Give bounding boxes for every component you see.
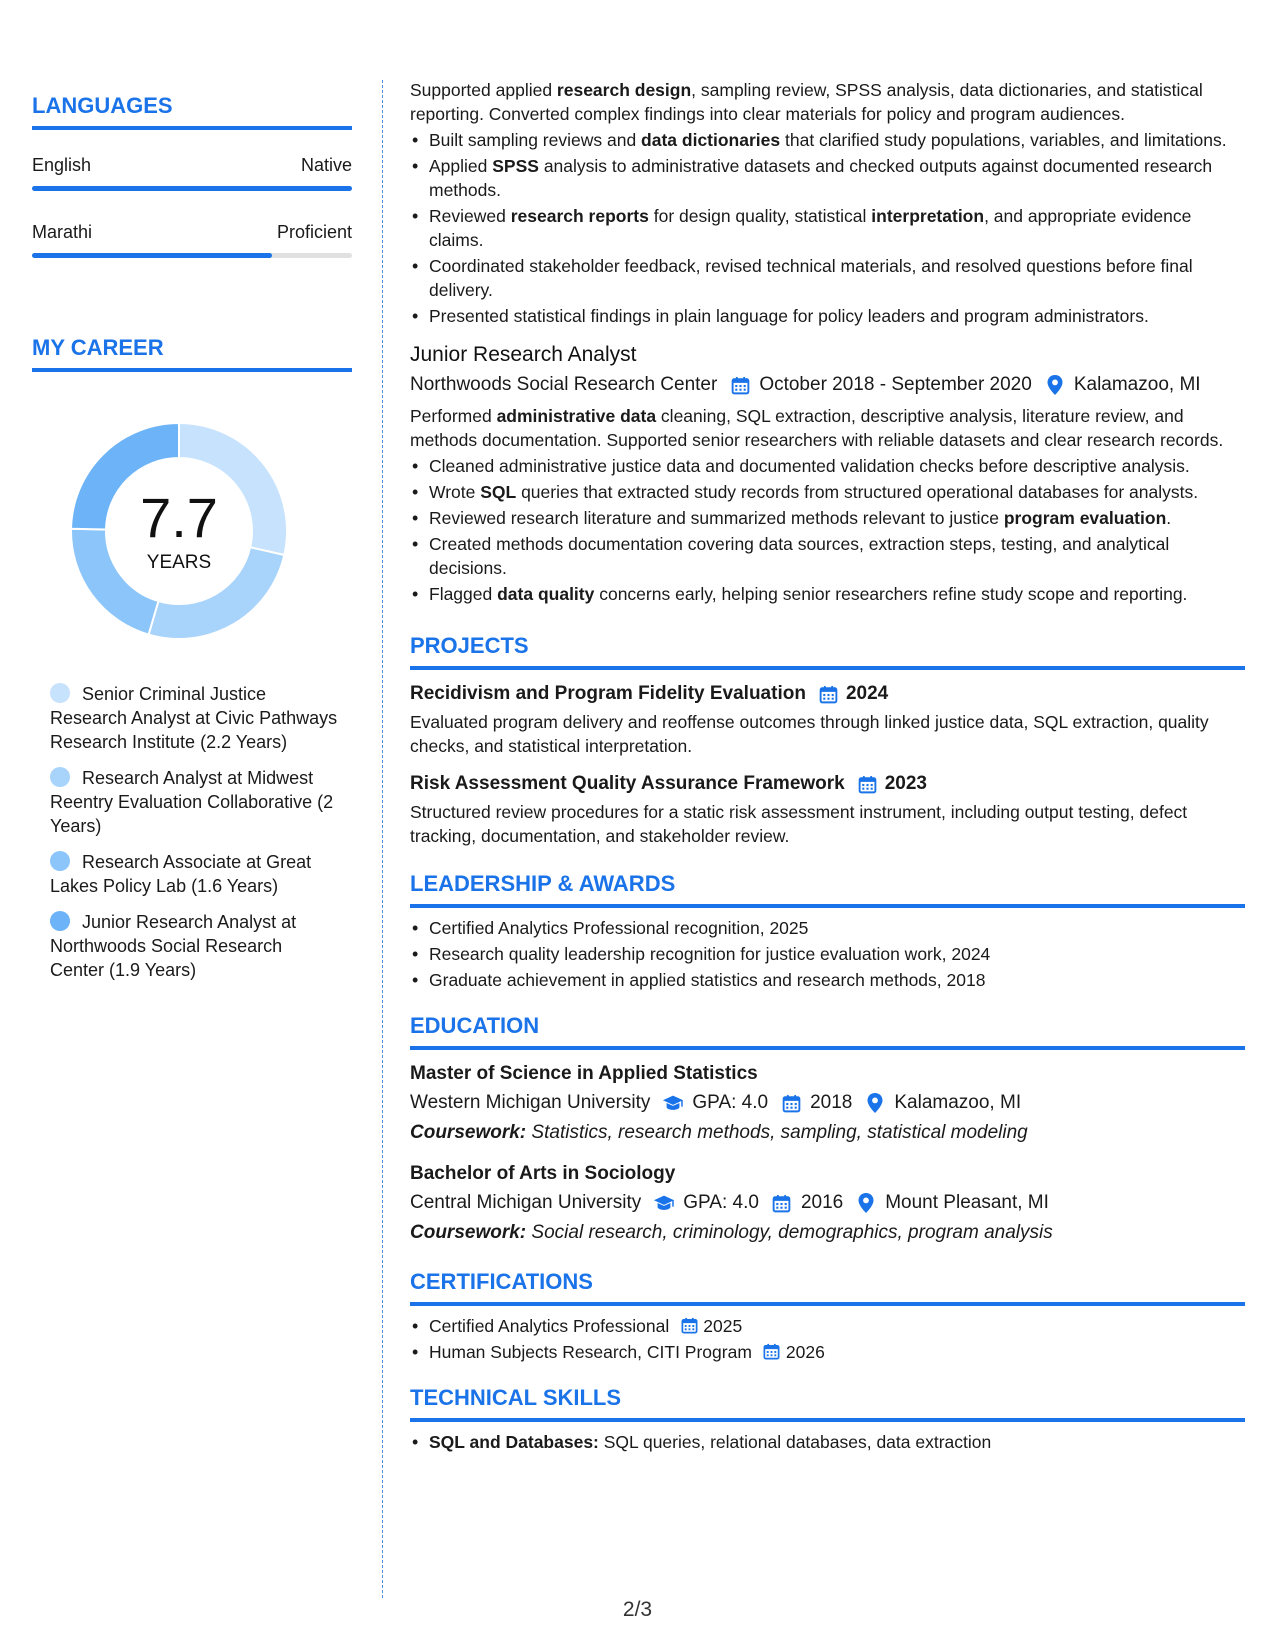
degree-title: Bachelor of Arts in Sociology xyxy=(410,1163,676,1184)
languages-section xyxy=(32,92,352,258)
legend-dot xyxy=(50,683,70,703)
career-donut-chart xyxy=(64,416,294,646)
main-column xyxy=(410,78,1245,1454)
legend-dot xyxy=(50,911,70,931)
education-title: EDUCATION xyxy=(410,1013,540,1038)
legend-label: Junior Research Analyst at Northwoods Social Research Center (1.9 Years) xyxy=(50,912,297,980)
language-item-marathi xyxy=(32,221,352,258)
section-rule xyxy=(410,904,1245,908)
calendar-icon xyxy=(818,683,840,705)
job-bullet: • Applied SPSS analysis to administrative datasets and checked outputs against documented research methods. xyxy=(410,154,1245,202)
project-description: Structured review procedures for a static risk assessment instrument, including output testing, defect tracking, documentation, and stakeholder review. xyxy=(410,802,1188,846)
calendar-icon xyxy=(729,374,751,396)
calendar-icon xyxy=(762,1342,782,1362)
certification-year: 2026 xyxy=(785,1342,825,1362)
project-year: 2024 xyxy=(845,683,889,704)
certification-name: Certified Analytics Professional xyxy=(429,1316,670,1336)
section-rule xyxy=(32,126,352,130)
project-description: Evaluated program delivery and reoffense outcomes through linked justice data, SQL extraction, quality checks, and statistical interpretation. xyxy=(410,712,1209,756)
job-bullet: • Coordinated stakeholder feedback, revised technical materials, and resolved questions before final delivery. xyxy=(410,254,1245,302)
location-pin-icon xyxy=(864,1092,886,1114)
project-year: 2023 xyxy=(884,773,928,794)
job-location: Kalamazoo, MI xyxy=(1073,374,1201,395)
project-name: Recidivism and Program Fidelity Evaluation xyxy=(410,683,806,704)
previous-job-details xyxy=(410,78,1245,328)
job-bullet: • Wrote SQL queries that extracted study records from structured operational databases for analysts. xyxy=(410,480,1245,504)
job-bullet: • Presented statistical findings in plain language for policy leaders and program administrators. xyxy=(410,304,1245,328)
job-bullet: • Reviewed research literature and summarized methods relevant to justice program evaluation. xyxy=(410,506,1245,530)
legend-dot xyxy=(50,851,70,871)
language-name: English xyxy=(32,155,92,175)
page-number: 2/3 xyxy=(622,1598,653,1621)
location-pin-icon xyxy=(855,1192,877,1214)
education-year: 2016 xyxy=(800,1192,844,1213)
legend-label: Research Associate at Great Lakes Policy Lab (1.6 Years) xyxy=(50,852,312,896)
legend-dot xyxy=(50,767,70,787)
job-summary: Supported applied research design, sampling review, SPSS analysis, data dictionaries, and statistical reporting. Converted complex findings into clear materials for policy and program audiences. xyxy=(410,80,1203,124)
language-level: Proficient xyxy=(276,222,352,242)
certification-item xyxy=(410,1340,1245,1364)
language-name: Marathi xyxy=(32,222,93,242)
certification-name: Human Subjects Research, CITI Program xyxy=(429,1342,752,1362)
legend-item xyxy=(50,766,340,838)
education-year: 2018 xyxy=(810,1092,853,1113)
award-item: • Research quality leadership recognition for justice evaluation work, 2024 xyxy=(410,942,1245,966)
awards-list xyxy=(410,916,1245,992)
project-name: Risk Assessment Quality Assurance Framework xyxy=(410,773,845,794)
legend-label: Research Analyst at Midwest Reentry Evaluation Collaborative (2 Years) xyxy=(50,768,334,836)
job-bullet: • Reviewed research reports for design quality, statistical interpretation, and appropriate evidence claims. xyxy=(410,204,1245,252)
section-rule xyxy=(32,368,352,372)
section-rule xyxy=(410,1418,1245,1422)
calendar-icon xyxy=(771,1192,793,1214)
job-bullets xyxy=(410,454,1245,606)
section-rule xyxy=(410,666,1245,670)
certifications-section xyxy=(410,1268,1245,1364)
language-bar xyxy=(32,253,352,258)
education-section xyxy=(410,1012,1245,1246)
legend-item xyxy=(50,850,340,898)
award-item: • Graduate achievement in applied statistics and research methods, 2018 xyxy=(410,968,1245,992)
legend-item xyxy=(50,910,340,982)
degree-title: Master of Science in Applied Statistics xyxy=(410,1063,758,1084)
legend-label: Senior Criminal Justice Research Analyst at Civic Pathways Research Institute (2.2 Years) xyxy=(50,684,338,752)
coursework-label: Coursework: xyxy=(410,1122,527,1143)
education-location: Kalamazoo, MI xyxy=(894,1092,1022,1113)
certifications-title: CERTIFICATIONS xyxy=(410,1269,593,1294)
job-dates: October 2018 - September 2020 xyxy=(759,374,1032,395)
certification-year: 2025 xyxy=(703,1316,743,1336)
job-bullet: • Created methods documentation covering data sources, extraction steps, testing, and analytical decisions. xyxy=(410,532,1245,580)
skill-item xyxy=(410,1430,1245,1454)
calendar-icon xyxy=(780,1092,802,1114)
language-bar xyxy=(32,186,352,191)
project-title xyxy=(410,772,1245,796)
sidebar xyxy=(32,92,352,994)
graduation-cap-icon xyxy=(653,1192,675,1214)
junior-job xyxy=(410,342,1245,606)
skill-label: SQL and Databases: xyxy=(429,1432,599,1452)
coursework xyxy=(410,1220,1245,1246)
career-title: MY CAREER xyxy=(32,335,164,360)
education-item xyxy=(410,1062,1245,1146)
language-bar-fill xyxy=(32,186,352,191)
job-meta xyxy=(410,372,1245,398)
education-meta xyxy=(410,1090,1245,1116)
section-rule xyxy=(410,1302,1245,1306)
job-bullet: • Flagged data quality concerns early, helping senior researchers refine study scope and reporting. xyxy=(410,582,1245,606)
skill-value: SQL queries, relational databases, data extraction xyxy=(598,1432,992,1452)
education-item xyxy=(410,1162,1245,1246)
legend-item xyxy=(50,682,340,754)
coursework-text: Social research, criminology, demographics, program analysis xyxy=(526,1222,1053,1243)
job-summary: Performed administrative data cleaning, SQL extraction, descriptive analysis, literature review, and methods documentation. Supported senior researchers with reliable datasets and clear research records. xyxy=(410,406,1224,450)
donut-center xyxy=(64,416,294,646)
languages-title: LANGUAGES xyxy=(32,93,173,118)
career-total-years: 7.7 xyxy=(140,486,218,549)
projects-title: PROJECTS xyxy=(410,633,529,658)
calendar-icon xyxy=(857,773,879,795)
job-bullet: • Cleaned administrative justice data and documented validation checks before descriptive analysis. xyxy=(410,454,1245,478)
location-pin-icon xyxy=(1044,374,1066,396)
projects-section xyxy=(410,632,1245,848)
language-item-english xyxy=(32,154,352,191)
job-org: Northwoods Social Research Center xyxy=(410,374,718,395)
career-legend xyxy=(50,682,340,982)
skills-section xyxy=(410,1384,1245,1454)
gpa: GPA: 4.0 xyxy=(692,1092,769,1113)
job-bullet: • Built sampling reviews and data dictionaries that clarified study populations, variables, and limitations. xyxy=(410,128,1245,152)
skills-list xyxy=(410,1430,1245,1454)
awards-section xyxy=(410,870,1245,992)
school-name: Western Michigan University xyxy=(410,1092,651,1113)
language-bar-fill xyxy=(32,253,272,258)
certification-item xyxy=(410,1314,1245,1338)
skills-title: TECHNICAL SKILLS xyxy=(410,1385,622,1410)
education-meta xyxy=(410,1190,1245,1216)
job-title: Junior Research Analyst xyxy=(410,343,637,366)
job-bullets xyxy=(410,128,1245,328)
career-section xyxy=(32,334,352,982)
education-location: Mount Pleasant, MI xyxy=(885,1192,1049,1213)
column-divider xyxy=(382,80,383,1598)
gpa: GPA: 4.0 xyxy=(683,1192,759,1213)
award-item: • Certified Analytics Professional recognition, 2025 xyxy=(410,916,1245,940)
coursework-text: Statistics, research methods, sampling, statistical modeling xyxy=(526,1122,1028,1143)
school-name: Central Michigan University xyxy=(410,1192,642,1213)
certifications-list xyxy=(410,1314,1245,1364)
coursework-label: Coursework: xyxy=(410,1222,527,1243)
section-rule xyxy=(410,1046,1245,1050)
project-title xyxy=(410,682,1245,706)
coursework xyxy=(410,1120,1245,1146)
language-level: Native xyxy=(300,155,352,175)
career-total-unit: YEARS xyxy=(146,552,212,573)
awards-title: LEADERSHIP & AWARDS xyxy=(410,871,676,896)
calendar-icon xyxy=(679,1316,699,1336)
graduation-cap-icon xyxy=(662,1092,684,1114)
